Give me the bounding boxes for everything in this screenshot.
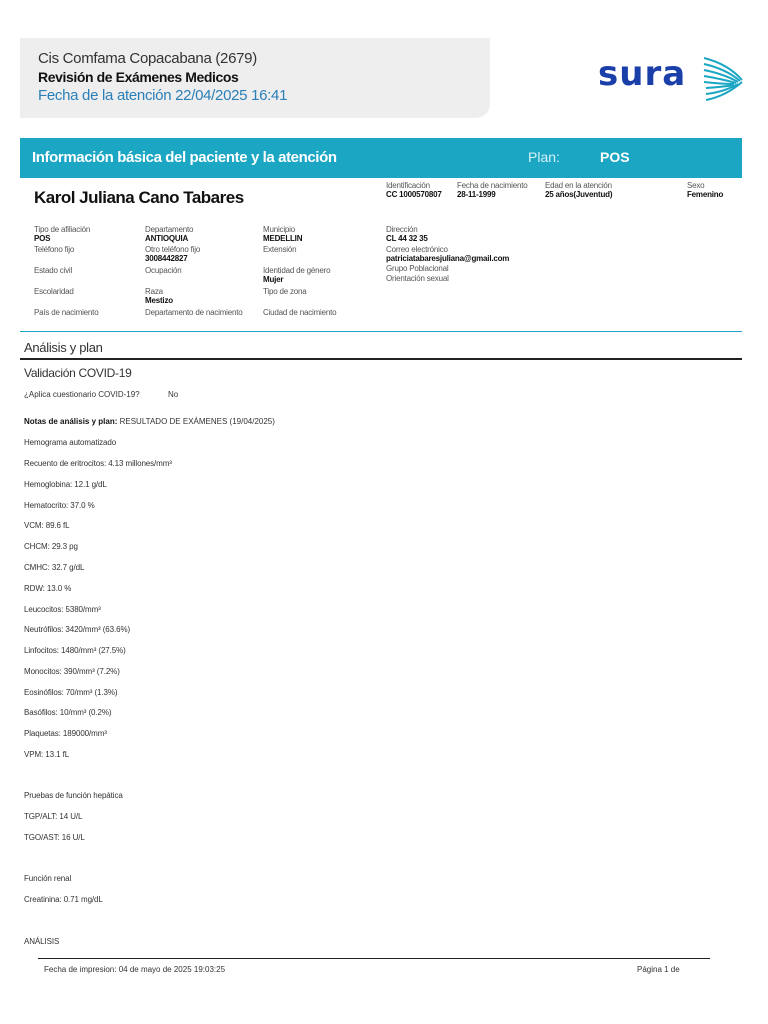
field-label: Tipo de zona: [263, 287, 307, 296]
result-line: Recuento de eritrocitos: 4.13 millones/mm³: [24, 459, 172, 468]
field-municipio: [263, 225, 302, 243]
field-identidad-genero: [263, 266, 330, 284]
field-label: Otro teléfono fijo: [145, 245, 201, 254]
field-departamento-nacimiento: [145, 308, 243, 317]
field-label: Tipo de afiliación: [34, 225, 91, 234]
result-line: TGO/AST: 16 U/L: [24, 833, 85, 842]
field-identificacion: [386, 181, 442, 199]
field-edad: [545, 181, 612, 199]
field-label: Raza: [145, 287, 163, 296]
field-label: Estado civil: [34, 266, 73, 275]
result-line: CMHC: 32.7 g/dL: [24, 563, 85, 572]
result-line: ANÁLISIS: [24, 937, 60, 946]
field-sexo: [687, 181, 723, 199]
result-line: Hematocrito: 37.0 %: [24, 501, 95, 510]
field-label: Identificación: [386, 181, 430, 190]
covid-question: ¿Aplica cuestionario COVID-19?: [24, 390, 140, 399]
field-estado-civil: [34, 266, 72, 275]
result-line: Creatinina: 0.71 mg/dL: [24, 895, 103, 904]
result-line: TGP/ALT: 14 U/L: [24, 812, 83, 821]
sura-wing-icon: [702, 54, 746, 104]
field-telefono-fijo: [34, 245, 74, 254]
field-raza: [145, 287, 173, 305]
field-label: Departamento de nacimiento: [145, 308, 243, 317]
covid-validation-title: Validación COVID-19: [24, 366, 132, 380]
field-value: Mujer: [263, 275, 284, 284]
clinic-name: Cis Comfama Copacabana (2679): [38, 50, 257, 67]
result-line: Leucocitos: 5380/mm³: [24, 605, 101, 614]
result-line: VPM: 13.1 fL: [24, 750, 70, 759]
field-label: Extensión: [263, 245, 297, 254]
field-label: Orientación sexual: [386, 274, 449, 283]
document-header: [20, 38, 490, 118]
field-value: ANTIOQUIA: [145, 234, 189, 243]
field-value: 25 años(Juventud): [545, 190, 613, 199]
attention-date: Fecha de la atención 22/04/2025 16:41: [38, 87, 288, 104]
result-line: Función renal: [24, 874, 72, 883]
patient-info-section-bar: [20, 138, 742, 178]
field-label: Grupo Poblacional: [386, 264, 449, 273]
result-line: Pruebas de función hepática: [24, 791, 123, 800]
result-line: Monocitos: 390/mm³ (7.2%): [24, 667, 120, 676]
field-grupo-poblacional: [386, 264, 448, 273]
field-otro-telefono: [145, 245, 200, 263]
result-line: Eosinófilos: 70/mm³ (1.3%): [24, 688, 118, 697]
field-ciudad-nacimiento: [263, 308, 336, 317]
field-label: Departamento: [145, 225, 194, 234]
field-tipo-afiliacion: [34, 225, 90, 243]
field-value: 3008442827: [145, 254, 188, 263]
field-departamento: [145, 225, 193, 243]
field-label: Fecha de nacimiento: [457, 181, 528, 190]
result-line: RDW: 13.0 %: [24, 584, 72, 593]
field-value: 28-11-1999: [457, 190, 496, 199]
field-label: País de nacimiento: [34, 308, 99, 317]
footer-divider: [38, 958, 710, 959]
field-label: Teléfono fijo: [34, 245, 75, 254]
field-value: Femenino: [687, 190, 724, 199]
field-pais-nacimiento: [34, 308, 98, 317]
field-label: Sexo: [687, 181, 705, 190]
field-value: CL 44 32 35: [386, 234, 428, 243]
plan-value: POS: [600, 149, 630, 165]
result-line: Hemograma automatizado: [24, 438, 117, 447]
field-label: Ocupación: [145, 266, 182, 275]
result-line: Linfocitos: 1480/mm³ (27.5%): [24, 646, 126, 655]
notes-text: RESULTADO DE EXÁMENES (19/04/2025): [117, 417, 275, 426]
field-orientacion-sexual: [386, 274, 449, 283]
field-tipo-zona: [263, 287, 307, 296]
field-value: POS: [34, 234, 51, 243]
result-line: Basófilos: 10/mm³ (0.2%): [24, 708, 112, 717]
field-value: patriciatabaresjuliana@gmail.com: [386, 254, 510, 263]
field-ocupacion: [145, 266, 181, 275]
plan-label: Plan:: [528, 149, 560, 165]
field-escolaridad: [34, 287, 74, 296]
result-line: VCM: 89.6 fL: [24, 521, 70, 530]
field-direccion: [386, 225, 428, 243]
field-label: Correo electrónico: [386, 245, 448, 254]
analysis-heading: [20, 338, 742, 360]
print-date: Fecha de impresion: 04 de mayo de 2025 19:03:25: [44, 965, 226, 974]
field-value: MEDELLIN: [263, 234, 303, 243]
field-value: Mestizo: [145, 296, 173, 305]
sura-logo: [598, 52, 748, 106]
analysis-notes: [24, 417, 275, 426]
field-label: Identidad de género: [263, 266, 331, 275]
result-line: Plaquetas: 189000/mm³: [24, 729, 107, 738]
logo-text: sura: [598, 54, 687, 94]
field-extension: [263, 245, 296, 254]
field-value: CC 1000570807: [386, 190, 442, 199]
covid-answer: No: [168, 390, 179, 399]
page-number: Página 1 de: [637, 965, 680, 974]
field-correo: [386, 245, 509, 263]
section-title: Información básica del paciente y la atención: [32, 149, 337, 166]
result-line: Hemoglobina: 12.1 g/dL: [24, 480, 107, 489]
result-line: CHCM: 29.3 pg: [24, 542, 78, 551]
field-fecha-nacimiento: [457, 181, 527, 199]
analysis-heading-text: Análisis y plan: [24, 340, 103, 355]
field-label: Edad en la atención: [545, 181, 612, 190]
notes-label: Notas de análisis y plan:: [24, 417, 118, 426]
result-line: Neutrófilos: 3420/mm³ (63.6%): [24, 625, 131, 634]
field-label: Municipio: [263, 225, 295, 234]
field-label: Escolaridad: [34, 287, 74, 296]
field-label: Ciudad de nacimiento: [263, 308, 337, 317]
patient-name: Karol Juliana Cano Tabares: [34, 188, 244, 207]
document-title: Revisión de Exámenes Medicos: [38, 69, 239, 85]
patient-info-block: [20, 178, 742, 332]
field-label: Dirección: [386, 225, 418, 234]
